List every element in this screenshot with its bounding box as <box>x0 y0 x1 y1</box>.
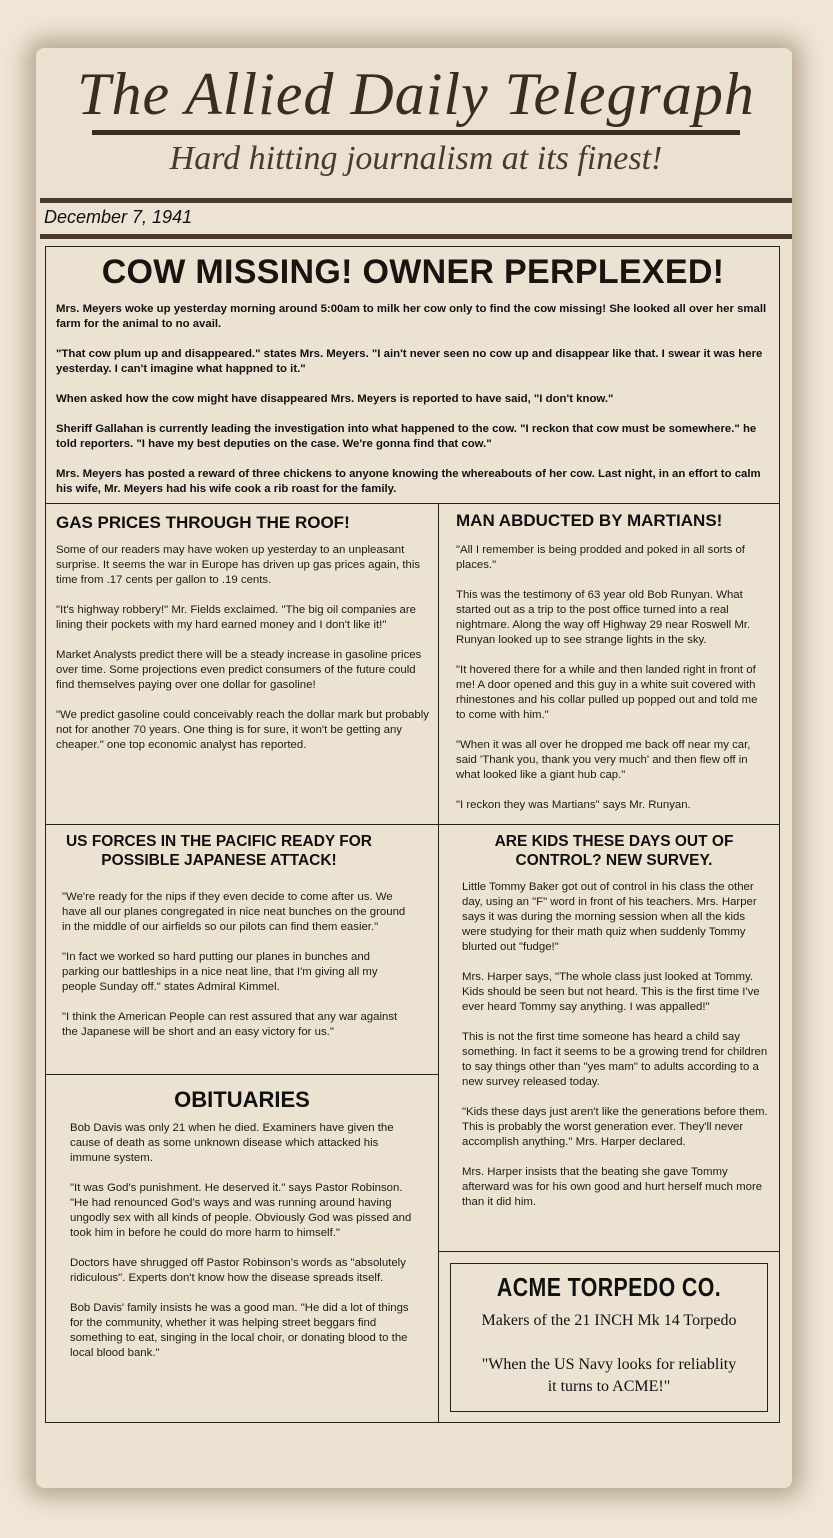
gas-paragraph: Market Analysts predict there will be a steady increase in gasoline prices over time. Some projections even predict consumers of the future could find themselves paying over one dollar for gasoline! <box>56 649 422 691</box>
main-story-body <box>56 302 770 497</box>
issue-date: December 7, 1941 <box>44 207 193 227</box>
divider <box>46 1074 439 1075</box>
main-paragraph: Mrs. Meyers has posted a reward of three chickens to anyone knowing the whereabouts of her cow. Last night, in an effort to calm his wife, Mr. Meyers had his wife cook a rib roast for the family. <box>56 468 761 495</box>
pacific-paragraph: "We're ready for the nips if they even decide to come after us. We have all our planes congregated in nice neat bunches on the ground in the middle of our airfields so our pilots can find them easier." <box>62 891 406 933</box>
date-band <box>40 203 792 234</box>
main-story <box>56 253 770 512</box>
newspaper-title: The Allied Daily Telegraph <box>77 61 755 127</box>
obituaries-headline: OBITUARIES <box>174 1087 310 1112</box>
kids-paragraph: Mrs. Harper insists that the beating she gave Tommy afterward was for his own good and hurt herself much more than it did him. <box>462 1166 763 1208</box>
title-rule <box>92 130 740 135</box>
ad-company-name: ACME TORPEDO CO. <box>496 1272 722 1302</box>
kids-story <box>458 832 770 1225</box>
main-paragraph: "That cow plum up and disappeared." states Mrs. Meyers. "I ain't never seen no cow up and disappear like that. I swear it was here yesterday. I can't imagine what happned to it." <box>56 348 763 375</box>
martian-paragraph: "I reckon they was Martians" says Mr. Runyan. <box>456 799 691 811</box>
articles-grid <box>45 246 780 1423</box>
pacific-headline: US FORCES IN THE PACIFIC READY FOR POSSIBLE JAPANESE ATTACK! <box>65 833 372 869</box>
gas-paragraph: Some of our readers may have woken up yesterday to an unpleasant surprise. It seems the war in Europe has driven up gas prices again, this time from .17 cents per gallon to .19 cents. <box>56 544 421 586</box>
divider <box>438 1251 779 1252</box>
pacific-story <box>54 832 406 1055</box>
divider <box>46 824 779 825</box>
kids-headline: ARE KIDS THESE DAYS OUT OF CONTROL? NEW SURVEY. <box>494 833 734 869</box>
gas-paragraph: "We predict gasoline could conceivably reach the dollar mark but probably not for another 70 years. One thing is for sure, it won't be getting any cheaper." one top economic analyst has reported. <box>56 709 429 751</box>
obituary-paragraph: Bob Davis was only 21 when he died. Examiners have given the cause of death as some unknown disease which attacked his immune system. <box>70 1122 394 1164</box>
obituaries <box>70 1087 414 1376</box>
gas-story-body <box>56 543 434 753</box>
divider <box>46 503 779 504</box>
gas-headline: GAS PRICES THROUGH THE ROOF! <box>56 513 350 532</box>
gas-paragraph: "It's highway robbery!" Mr. Fields exclaimed. "The big oil companies are lining their pockets with my hard earned money and I don't like it!" <box>56 604 416 631</box>
kids-paragraph: Little Tommy Baker got out of control in his class the other day, using an "F" word in front of his teachers. Mrs. Harper says it was during the morning session when all the kids were studying for their math quiz when suddenly Tommy blurted out "fudge!" <box>462 881 757 953</box>
newspaper-tagline: Hard hitting journalism at its finest! <box>169 140 663 177</box>
martian-paragraph: This was the testimony of 63 year old Bob Runyan. What started out as a trip to the post office turned into a real nightmare. Along the way off Highway 29 near Roswell Mr. Runyan looked up to see strange lights in the sky. <box>456 589 751 646</box>
ad-slogan-line: "When the US Navy looks for reliablity <box>481 1356 737 1373</box>
martian-paragraph: "It hovered there for a while and then landed right in front of me! A door opened and this guy in a white suit covered with rhinestones and his collar pulled up popped out and told me to come with him." <box>456 664 758 721</box>
ad-tagline: Makers of the 21 INCH Mk 14 Torpedo <box>481 1312 737 1329</box>
column-divider <box>438 503 439 1423</box>
main-paragraph: When asked how the cow might have disappeared Mrs. Meyers is reported to have said, "I don't know." <box>56 393 614 405</box>
obituary-paragraph: "It was God's punishment. He deserved it." says Pastor Robinson. "He had renounced God's ways and was running around having ungodly sex with all kinds of people. Obviously God was pissed and took him in before he could do more harm to himself." <box>70 1182 412 1239</box>
date-rule-bottom <box>40 234 792 239</box>
martian-story <box>456 511 766 828</box>
main-headline: COW MISSING! OWNER PERPLEXED! <box>101 253 725 291</box>
gas-story <box>56 513 434 768</box>
kids-paragraph: "Kids these days just aren't like the generations before them. This is probably the worst generation ever. They'll never accomplish anything." Mrs. Harper declared. <box>462 1106 768 1148</box>
acme-advertisement <box>450 1263 768 1412</box>
martian-paragraph: "All I remember is being prodded and poked in all sorts of places." <box>456 544 745 571</box>
kids-paragraph: This is not the first time someone has heard a child say something. In fact it seems to be a growing trend for children to say things other than "yes mam" to adults according to a new survey released today. <box>462 1031 768 1088</box>
obituaries-body <box>70 1121 414 1361</box>
main-paragraph: Sheriff Gallahan is currently leading the investigation into what happened to the cow. "I reckon that cow must be somewhere." he told reporters. "I have my best deputies on the case. We're gonna find that cow." <box>56 423 757 450</box>
martian-story-body <box>456 543 766 813</box>
martian-paragraph: "When it was all over he dropped me back off near my car, said 'Thank you, thank you very much' and then flew off in what looked like a giant hub cap." <box>456 739 751 781</box>
martian-headline: MAN ABDUCTED BY MARTIANS! <box>456 511 723 530</box>
main-paragraph: Mrs. Meyers woke up yesterday morning around 5:00am to milk her cow only to find the cow missing! She looked all over her small farm for the animal to no avail. <box>56 303 767 330</box>
pacific-paragraph: "In fact we worked so hard putting our planes in bunches and parking our battleships in a nice neat line, that I'm giving all my people Sunday off." states Admiral Kimmel. <box>62 951 378 993</box>
obituary-paragraph: Doctors have shrugged off Pastor Robinson's words as "absolutely ridiculous". Experts don't know how the disease spreads itself. <box>70 1257 406 1284</box>
pacific-story-body <box>54 890 407 1040</box>
kids-story-body <box>458 880 770 1210</box>
obituary-paragraph: Bob Davis' family insists he was a good man. "He did a lot of things for the community, whether it was helping street beggars find something to eat, singing in the local choir, or donating blood to the local blood bank." <box>70 1302 409 1359</box>
kids-paragraph: Mrs. Harper says, "The whole class just looked at Tommy. Kids should be seen but not heard. This is the first time I've ever heard Tommy say anything. I was appalled!" <box>462 971 760 1013</box>
ad-slogan-line: it turns to ACME!" <box>547 1378 671 1395</box>
pacific-paragraph: "I think the American People can rest assured that any war against the Japanese will be short and an easy victory for us." <box>62 1011 398 1038</box>
masthead <box>40 52 792 198</box>
